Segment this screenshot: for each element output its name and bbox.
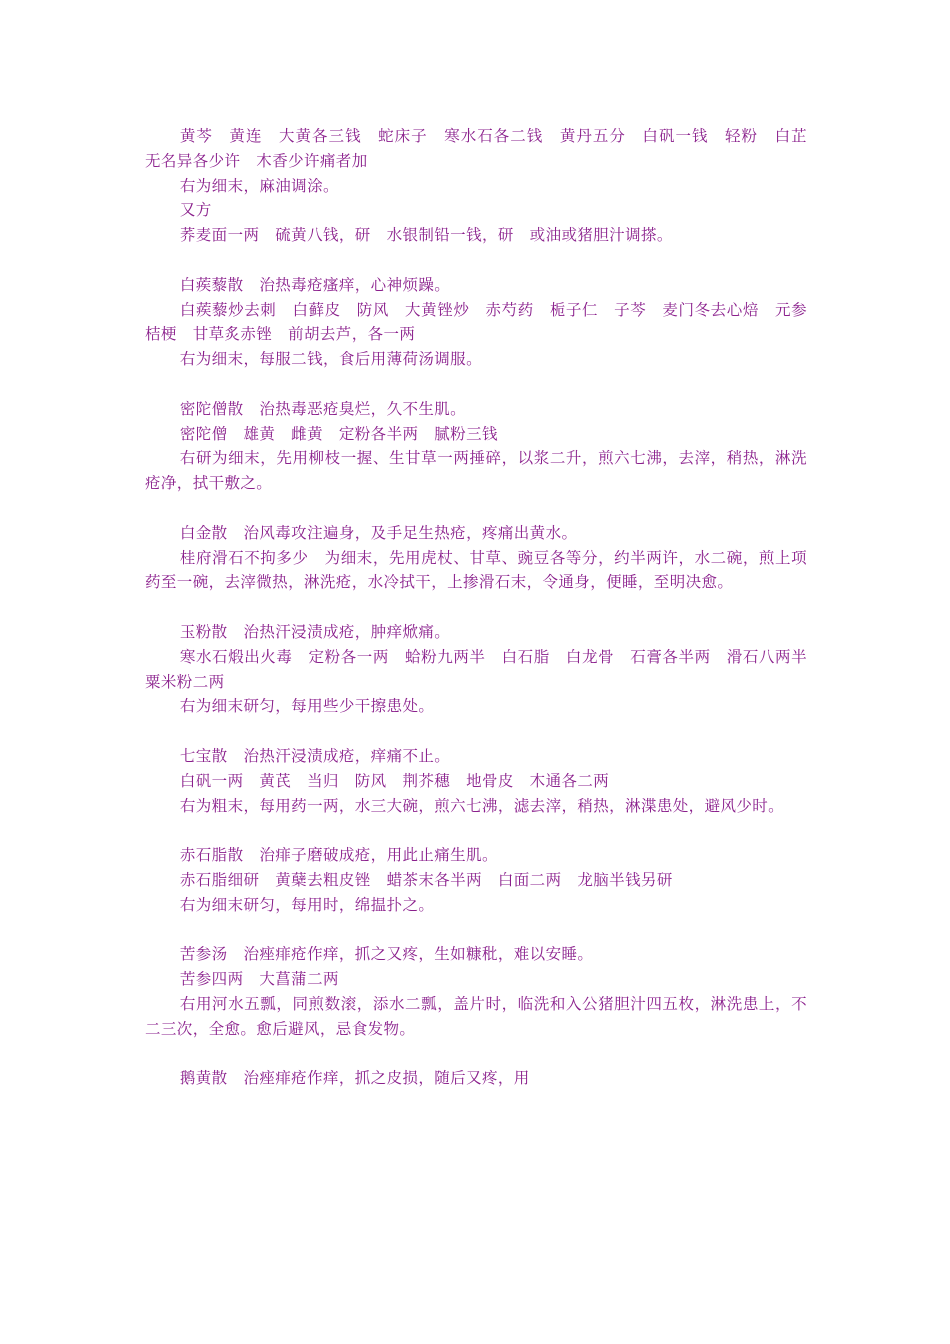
paragraph-gap — [145, 719, 807, 744]
text-line: 寒水石煅出火毒 定粉各一两 蛤粉九两半 白石脂 白龙骨 石膏各半两 滑石八两半 粟米粉二两 — [145, 647, 823, 691]
paragraph-gap — [145, 248, 807, 273]
text-line: 玉粉散 治热汗浸渍成疮，肿痒焮痛。 — [179, 622, 451, 641]
text-line: 黄芩 黄连 大黄各三钱 蛇床子 寒水石各二钱 黄丹五分 白矾一钱 轻粉 白芷 无名异各少许 木香少许痛者加 — [145, 127, 823, 170]
text-line: 苦参汤 治痤痱疮作痒，抓之又疼，生如糠秕，难以安睡。 — [179, 945, 594, 964]
paragraph-gap — [145, 595, 807, 620]
text-line: 赤石脂散 治痱子磨破成疮，用此止痛生肌。 — [179, 846, 498, 865]
text-line: 苦参四两 大菖蒲二两 — [179, 970, 339, 989]
text-line: 右为细末研匀，每用些少干擦患处。 — [179, 697, 435, 716]
paragraph-gap — [145, 1041, 807, 1066]
text-line: 鹅黄散 治痤痱疮作痒，抓之皮损，随后又疼，用 — [179, 1069, 530, 1088]
text-line: 右为细末，麻油调涂。 — [179, 176, 339, 195]
text-line: 右为粗末，每用药一两，水三大碗，煎六七沸，滤去滓，稍热，淋渫患处，避风少时。 — [179, 796, 785, 815]
text-line: 白矾一两 黄芪 当归 防风 荆芥穗 地骨皮 木通各二两 — [179, 771, 610, 790]
text-line: 密陀僧 雄黄 雌黄 定粉各半两 腻粉三钱 — [179, 424, 498, 443]
text-line: 白蒺藜散 治热毒疮瘙痒，心神烦躁。 — [179, 275, 451, 294]
text-line: 右为细末，每服二钱，食后用薄荷汤调服。 — [179, 350, 482, 369]
paragraph-gap — [145, 496, 807, 521]
text-line: 白金散 治风毒攻注遍身，及手足生热疮，疼痛出黄水。 — [179, 523, 578, 542]
text-line: 荞麦面一两 硫黄八钱，研 水银制铅一钱，研 或油或猪胆汁调搽。 — [179, 226, 673, 245]
text-line: 七宝散 治热汗浸渍成疮，痒痛不止。 — [179, 746, 451, 765]
text-line: 右研为细末，先用柳枝一握、生甘草一两捶碎，以浆二升，煎六七沸，去滓，稍热，淋洗疮净，拭干敷之。 — [145, 449, 807, 493]
paragraph-gap — [145, 918, 807, 943]
text-line: 右为细末研匀，每用时，绵揾扑之。 — [179, 895, 435, 914]
text-line: 白蒺藜炒去刺 白藓皮 防风 大黄锉炒 赤芍药 栀子仁 子芩 麦门冬去心焙 元参 桔梗 甘草炙赤锉 前胡去芦，各一两 — [145, 300, 823, 344]
text-line: 又方 — [179, 201, 212, 220]
text-line: 密陀僧散 治热毒恶疮臭烂，久不生肌。 — [179, 399, 467, 418]
text-line: 赤石脂细研 黄蘖去粗皮锉 蜡茶末各半两 白面二两 龙脑半钱另研 — [179, 870, 673, 889]
document-body — [145, 124, 823, 1091]
paragraph-gap — [145, 818, 807, 843]
text-line: 右用河水五瓢，同煎数滚，添水二瓢，盖片时，临洗和入公猪胆汁四五枚，淋洗患上，不二三次，全愈。愈后避风，忌食发物。 — [145, 994, 807, 1038]
paragraph-gap — [145, 372, 807, 397]
text-line: 桂府滑石不拘多少 为细末，先用虎杖、甘草、豌豆各等分，约半两许，水二碗，煎上项药至一碗，去滓微热，淋洗疮，水冷拭干，上掺滑石末，令通身，便睡，至明决愈。 — [145, 548, 807, 592]
